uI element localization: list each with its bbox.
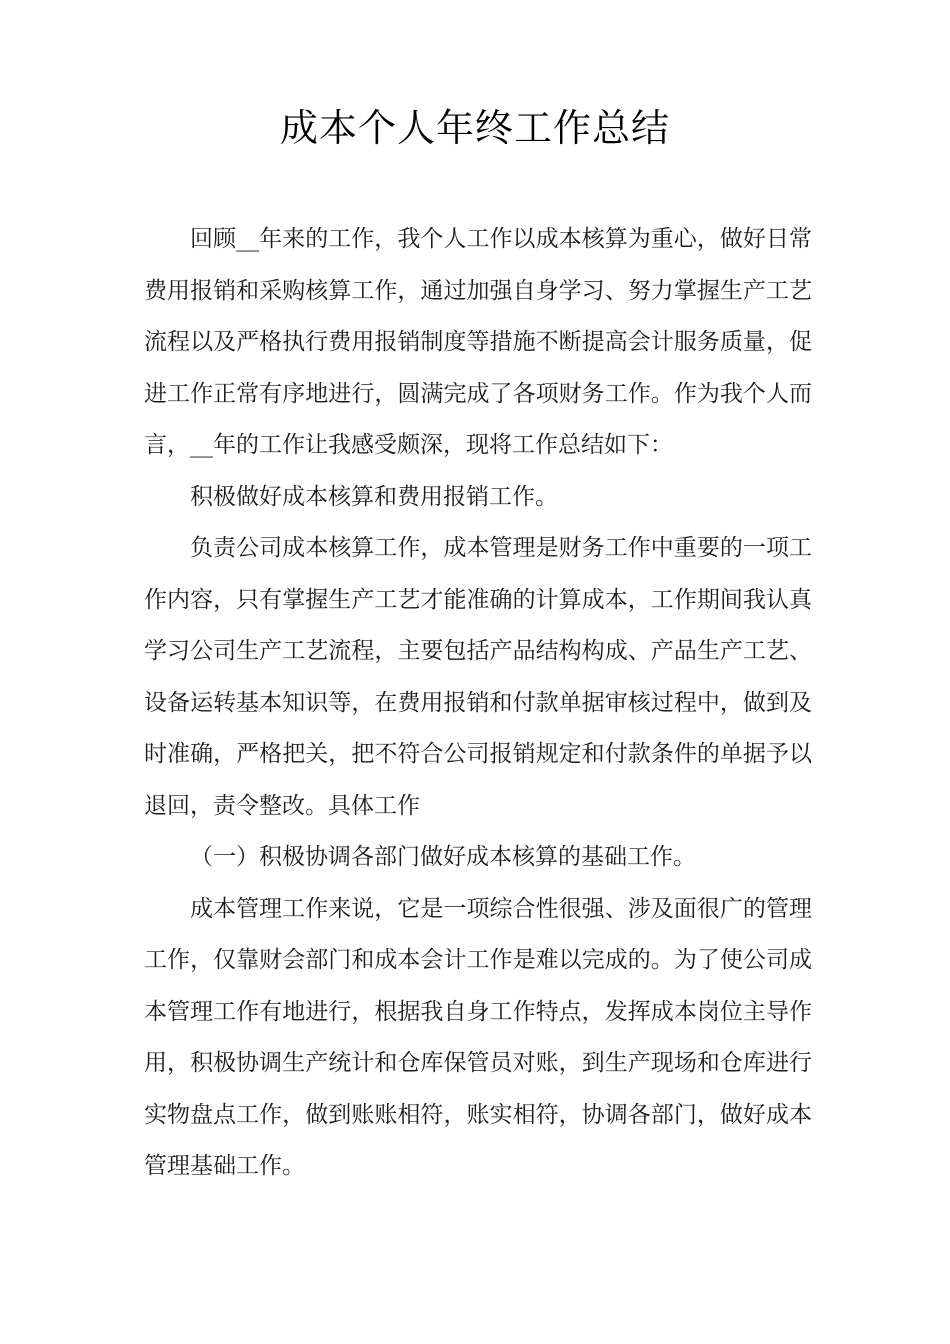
paragraph-coordination-details: 成本管理工作来说，它是一项综合性很强、涉及面很广的管理工作，仅靠财会部门和成本会计工作是难以完成的。为了使公司成本管理工作有地进行，根据我自身工作特点，发挥成本岗位主导作用，积极协调生产统计和仓库保管员对账，到生产现场和仓库进行实物盘点工作，做到账账相符，账实相符，协调各部门，做好成本管理基础工作。	[144, 895, 812, 1179]
paragraph-heading-cost-accounting: 积极做好成本核算和费用报销工作。	[190, 483, 558, 510]
paragraph-intro: 回顾__年来的工作，我个人工作以成本核算为重心，做好日常费用报销和采购核算工作，通过加强自身学习、努力掌握生产工艺流程以及严格执行费用报销制度等措施不断提高会计服务质量，促进工作正常有序地进行，圆满完成了各项财务工作。作为我个人而言，__年的工作让我感受颇深，现将工作总结如下：	[144, 226, 812, 458]
document-body	[144, 214, 812, 1193]
paragraph-subheading-coordination: （一）积极协调各部门做好成本核算的基础工作。	[190, 844, 696, 870]
paragraph-cost-accounting-details: 负责公司成本核算工作，成本管理是财务工作中重要的一项工作内容，只有掌握生产工艺才能准确的计算成本，工作期间我认真学习公司生产工艺流程，主要包括产品结构构成、产品生产工艺、设备运转基本知识等，在费用报销和付款单据审核过程中，做到及时准确，严格把关，把不符合公司报销规定和付款条件的单据予以退回，责令整改。具体工作	[144, 535, 812, 819]
document-title: 成本个人年终工作总结	[279, 106, 670, 150]
